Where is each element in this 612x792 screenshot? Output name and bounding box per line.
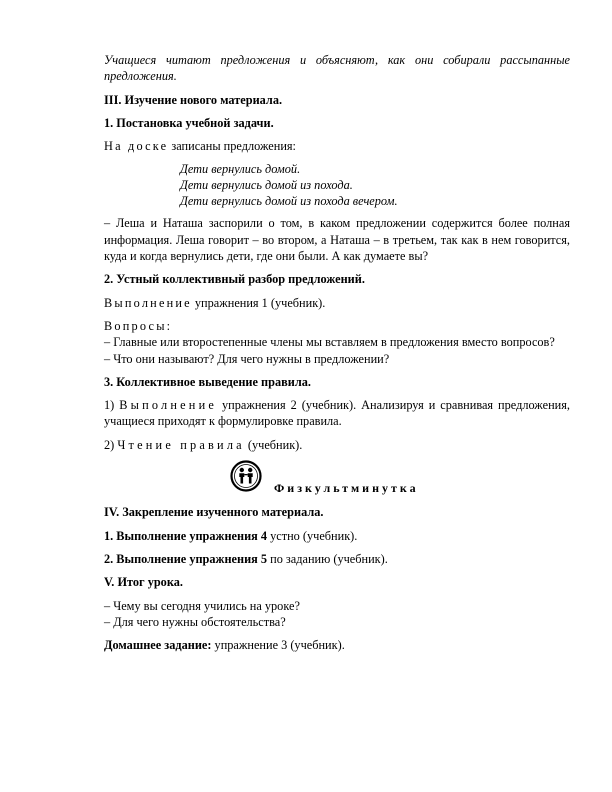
section-4-heading: IV. Закрепление изученного материала.: [104, 505, 324, 520]
homework-paragraph: [104, 637, 570, 653]
example-sentence-1: Дети вернулись домой.: [180, 162, 301, 177]
subsection-1-heading: 1. Постановка учебной задачи.: [104, 115, 274, 130]
step-1-spaced: Выполнение: [119, 398, 218, 413]
dispute-paragraph: – Леша и Наташа заспорили о том, в каком предложении содержится более полная информация. Леша говорит – во втором, а Наташа – в третьем, так как в нем говорится, куда и когда вернулись дети, где они были. А как думаете вы?: [104, 216, 570, 264]
subsection-3-heading: 3. Коллективное выведение правила.: [104, 374, 311, 389]
question-2: – Что они называют? Для чего нужны в предложении?: [104, 351, 390, 366]
step-1-number: 1): [104, 398, 120, 413]
document-page: [104, 52, 570, 660]
step-2-paragraph: [104, 437, 570, 453]
board-label: На доске: [104, 139, 169, 154]
two-people-circle-icon: [230, 460, 262, 492]
section-4-item-2: [104, 551, 570, 567]
step-1-rest: упражнения 2 (учебник). Анализируя и сравнивая предложения, учащиеся приходят к формулировке правила.: [104, 398, 570, 429]
section-4-item-1-bold: 1. Выполнение упражнения 4: [104, 528, 268, 543]
section-4-item-1-rest: устно (учебник).: [267, 528, 358, 543]
board-paragraph: [104, 138, 570, 154]
homework-rest: упражнение 3 (учебник).: [211, 638, 345, 653]
step-2-rest: (учебник).: [244, 437, 303, 452]
section-4-item-1: [104, 528, 570, 544]
summary-questions: [104, 598, 570, 631]
exercise-1-paragraph: [104, 295, 570, 311]
section-3-heading: III. Изучение нового материала.: [104, 92, 283, 107]
exercise-1-rest: упражнения 1 (учебник).: [191, 295, 326, 310]
example-sentence-2: Дети вернулись домой из похода.: [180, 178, 353, 193]
section-4-item-2-rest: по заданию (учебник).: [267, 551, 388, 566]
section-4-item-2-bold: 2. Выполнение упражнения 5: [104, 551, 268, 566]
section-5-heading: V. Итог урока.: [104, 575, 183, 590]
intro-paragraph: Учащиеся читают предложения и объясняют, как они собирали рассыпанные предложения.: [104, 53, 570, 84]
exercise-1-spaced: Выполнение: [104, 295, 192, 310]
summary-question-2: – Для чего нужны обстоятельства?: [104, 614, 286, 629]
step-1-paragraph: [104, 397, 570, 430]
board-rest: записаны предложения:: [168, 139, 296, 154]
summary-question-1: – Чему вы сегодня учились на уроке?: [104, 598, 300, 613]
physminute-label: Физкультминутка: [274, 481, 419, 496]
example-sentences: [104, 161, 570, 209]
questions-label: Вопросы:: [104, 318, 173, 333]
step-2-number: 2): [104, 437, 118, 452]
example-sentence-3: Дети вернулись домой из похода вечером.: [180, 194, 398, 209]
physminute-row: [104, 460, 570, 496]
subsection-2-heading: 2. Устный коллективный разбор предложений.: [104, 272, 365, 287]
homework-label: Домашнее задание:: [104, 638, 212, 653]
step-2-spaced: Чтение правила: [117, 437, 245, 452]
questions-block: [104, 318, 570, 367]
question-1: – Главные или второстепенные члены мы вставляем в предложения вместо вопросов?: [104, 335, 555, 350]
